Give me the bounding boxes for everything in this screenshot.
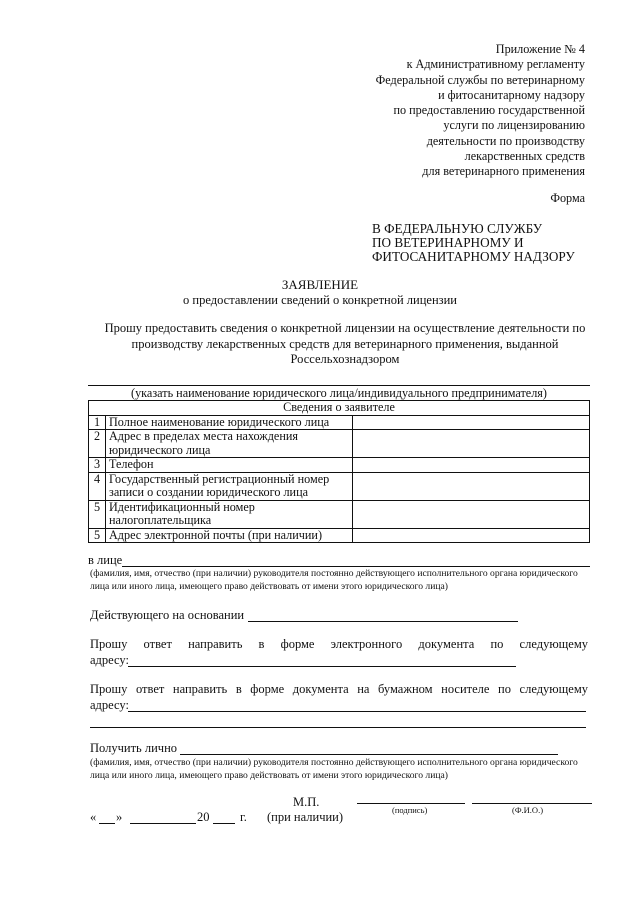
word: электронного [330,637,403,651]
date-day-line[interactable] [99,823,115,824]
date-month-line[interactable] [130,823,196,824]
row-number: 2 [89,430,106,458]
word: на [357,682,370,696]
row-value-cell[interactable] [353,472,590,500]
row-value-cell[interactable] [353,528,590,543]
form-label: Форма [550,191,585,205]
word: следующему [519,637,588,651]
row-value-cell[interactable] [353,430,590,458]
personal-receipt-label: Получить лично [90,741,178,755]
appendix-line: Приложение № 4 [495,42,585,56]
document-title: ЗАЯВЛЕНИЕ [281,277,359,292]
acting-basis-label: Действующего на основании [90,608,245,622]
word: направить [188,637,243,651]
table-row [89,458,590,473]
paper-address-line[interactable] [128,711,586,712]
addressee-line: ПО ВЕТЕРИНАРНОМУ И [372,235,524,251]
table-row [89,500,590,528]
mp-label: М.П. [293,795,320,809]
appendix-line: лекарственных средств [464,149,585,164]
row-number: 4 [89,472,106,500]
word: ответ [135,682,165,696]
word: в [258,637,265,651]
addressee-line: В ФЕДЕРАЛЬНУЮ СЛУЖБУ [372,221,543,236]
row-label: Полное наименование юридического лица [106,415,353,430]
personal-receipt-line[interactable] [180,754,558,755]
table-row [89,415,590,430]
appendix-line: Федеральной службы по ветеринарному [375,72,585,87]
appendix-header [376,42,585,180]
in-person-line[interactable] [122,566,590,567]
word: документа [418,637,475,651]
word: направить [172,682,228,696]
addressee-line: ФИТОСАНИТАРНОМУ НАДЗОРУ [372,249,575,265]
table-row [89,472,590,500]
word: Прошу [90,637,128,651]
receipt-hint: (фамилия, имя, отчество (при наличии) руководителя постоянно действующего исполнительного органа юридического лица или иного лица, имеющего право действовать от имени этого юридического лица) [90,757,578,781]
row-label: Адрес электронной почты (при наличии) [106,528,353,543]
word: носителе [441,682,490,696]
row-number: 5 [89,500,106,528]
table-row [89,430,590,458]
document-subtitle: о предоставлении сведений о конкретной лицензии [183,293,457,307]
row-value-cell[interactable] [353,415,590,430]
appendix-line: и фитосанитарному надзору [438,87,585,102]
table-header-row [89,401,590,416]
row-value-cell[interactable] [353,458,590,473]
appendix-line: деятельности по производству [426,133,585,148]
date-close-quote: » [116,810,123,824]
appendix-line: для ветеринарного применения [422,164,585,179]
appendix-line: по предоставлению государственной [393,103,585,118]
paper-address-line-2[interactable] [90,727,586,728]
signature-label: (подпись) [392,805,428,815]
year-prefix: 20 [197,810,210,824]
request-text: Прошу предоставить сведения о конкретной лицензии на осуществление деятельности по производству лекарственных средств для ветеринарного применения, выданной Россельхознадзором [104,321,586,366]
row-number: 5 [89,528,106,543]
table-header: Сведения о заявителе [89,401,590,416]
date-year-line[interactable] [213,823,235,824]
word: документа [292,682,349,696]
row-label: Телефон [106,458,353,473]
row-number: 1 [89,415,106,430]
applicant-info-table [88,400,590,543]
word: в [235,682,242,696]
table-row [89,528,590,543]
electronic-request-text [90,637,588,652]
acting-basis-line[interactable] [248,621,518,622]
row-label: Идентификационный номер налогоплательщика [106,500,353,528]
row-value-cell[interactable] [353,500,590,528]
word: Прошу [90,682,128,696]
in-person-label: в лице [88,553,123,567]
applicant-hint: (указать наименование юридического лица/индивидуального предпринимателя) [131,386,547,400]
fio-line[interactable] [472,803,592,804]
word: бумажном [378,682,433,696]
appendix-line: услуги по лицензированию [443,118,585,133]
fio-label: (Ф.И.О.) [512,805,544,815]
electronic-address-line[interactable] [128,666,516,667]
word: форме [250,682,285,696]
word: по [490,637,504,651]
paper-request-text [90,682,588,697]
electronic-address-label: адресу: [90,653,129,667]
paper-address-label: адресу: [90,698,129,712]
row-number: 3 [89,458,106,473]
addressee [372,222,575,265]
word: ответ [143,637,172,651]
signature-line[interactable] [357,803,465,804]
word: следующему [519,682,588,696]
appendix-line: к Административному регламенту [406,57,585,72]
mp-note: (при наличии) [267,810,344,824]
date-open-quote: « [90,810,97,824]
word: по [498,682,511,696]
row-label: Адрес в пределах места нахождения юридического лица [106,430,353,458]
word: форме [280,637,315,651]
year-suffix: г. [240,810,247,824]
row-label: Государственный регистрационный номер записи о создании юридического лица [106,472,353,500]
head-hint: (фамилия, имя, отчество (при наличии) руководителя постоянно действующего исполнительного органа юридического лица или иного лица, имеющего право действовать от имени этого юридического лица) [90,568,578,592]
